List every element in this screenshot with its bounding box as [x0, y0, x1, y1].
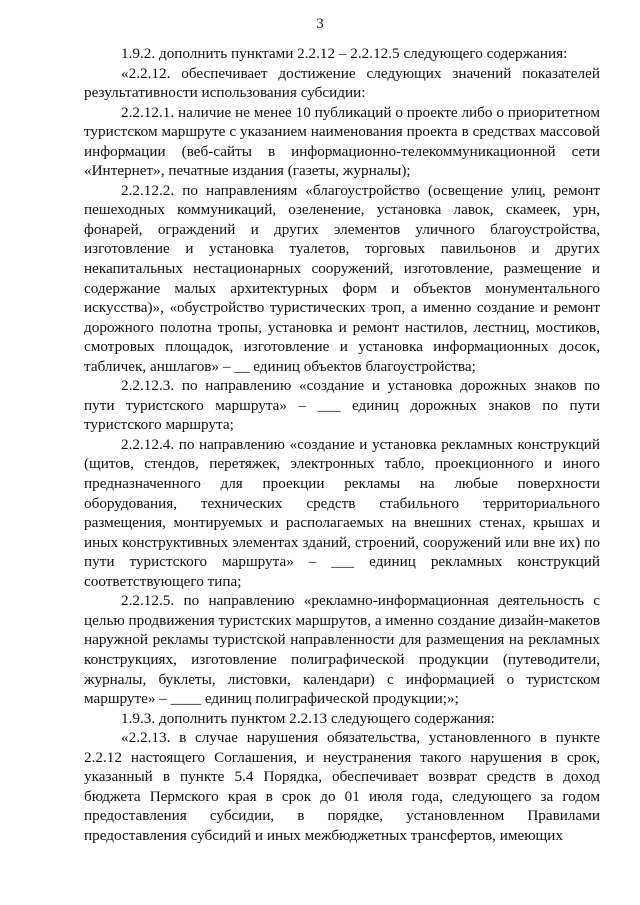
paragraph-2-2-12: «2.2.12. обеспечивает достижение следующих значений показателей результативности использования субсидии: — [84, 64, 600, 102]
paragraph-1-9-3: 1.9.3. дополнить пунктом 2.2.13 следующего содержания: — [121, 709, 495, 727]
document-body — [84, 44, 600, 845]
paragraph-2-2-12-1: 2.2.12.1. наличие не менее 10 публикаций о проекте либо о приоритетном туристском маршруте с указанием наименования проекта в средствах массовой информации (веб-сайты в информационно-телекоммуникационной сети «Интернет», печатные издания (газеты, журналы); — [84, 103, 600, 180]
paragraph-2-2-12-4: 2.2.12.4. по направлению «создание и установка рекламных конструкций (щитов, стендов, перетяжек, электронных табло, проекционного и иного предназначенного для проекции рекламы на любые поверхности оборудования, технических средств стабильного территориального размещения, монтируемых и располагаемых на внешних стенах, крышах и иных конструктивных элементах зданий, строений, сооружений или вне их) по пути туристского маршрута» – ___ единиц рекламных конструкций соответствующего типа; — [84, 435, 600, 590]
paragraph-2-2-12-5: 2.2.12.5. по направлению «рекламно-информационная деятельность с целью продвижения туристских маршрутов, а именно создание дизайн-макетов наружной рекламы туристской направленности для размещения на рекламных конструкциях, изготовление полиграфической продукции (путеводители, журналы, буклеты, листовки, календари) с информацией о туристском маршруте» – ____ единиц полиграфической продукции;»; — [84, 592, 600, 708]
paragraph-2-2-12-3: 2.2.12.3. по направлению «создание и установка дорожных знаков по пути туристского маршрута» – ___ единиц дорожных знаков по пути туристского маршрута; — [84, 377, 600, 434]
paragraph-2-2-12-2: 2.2.12.2. по направлениям «благоустройство (освещение улиц, ремонт пешеходных коммуникаций, озеленение, установка лавок, скамеек, урн, фонарей, ограждений и других элементов уличного благоустройства, изготовление и установка туалетов, торговых павильонов и других некапитальных нестационарных сооружений, изготовление, размещение и содержание малых архитектурных форм и объектов монументального искусства)», «обустройство туристических троп, а именно создание и ремонт дорожного полотна тропы, установка и ремонт настилов, лестниц, мостиков, смотровых площадок, изготовление и установка информационных досок, табличек, аншлагов» – __ единиц объектов благоустройства; — [84, 181, 600, 375]
paragraph-1-9-2: 1.9.2. дополнить пунктами 2.2.12 – 2.2.12.5 следующего содержания: — [121, 45, 568, 62]
page-number: 3 — [316, 16, 324, 32]
paragraph-2-2-13: «2.2.13. в случае нарушения обязательства, установленного в пункте 2.2.12 настоящего Соглашения, и неустранения такого нарушения в срок, указанный в пункте 5.4 Порядка, обеспечивает возврат средств в доход бюджета Пермского края в срок до 01 июля года, следующего за годом предоставления субсидии, в порядке, установленном Правилами предоставления субсидий и иных межбюджетных трансфертов, имеющих — [84, 729, 600, 844]
